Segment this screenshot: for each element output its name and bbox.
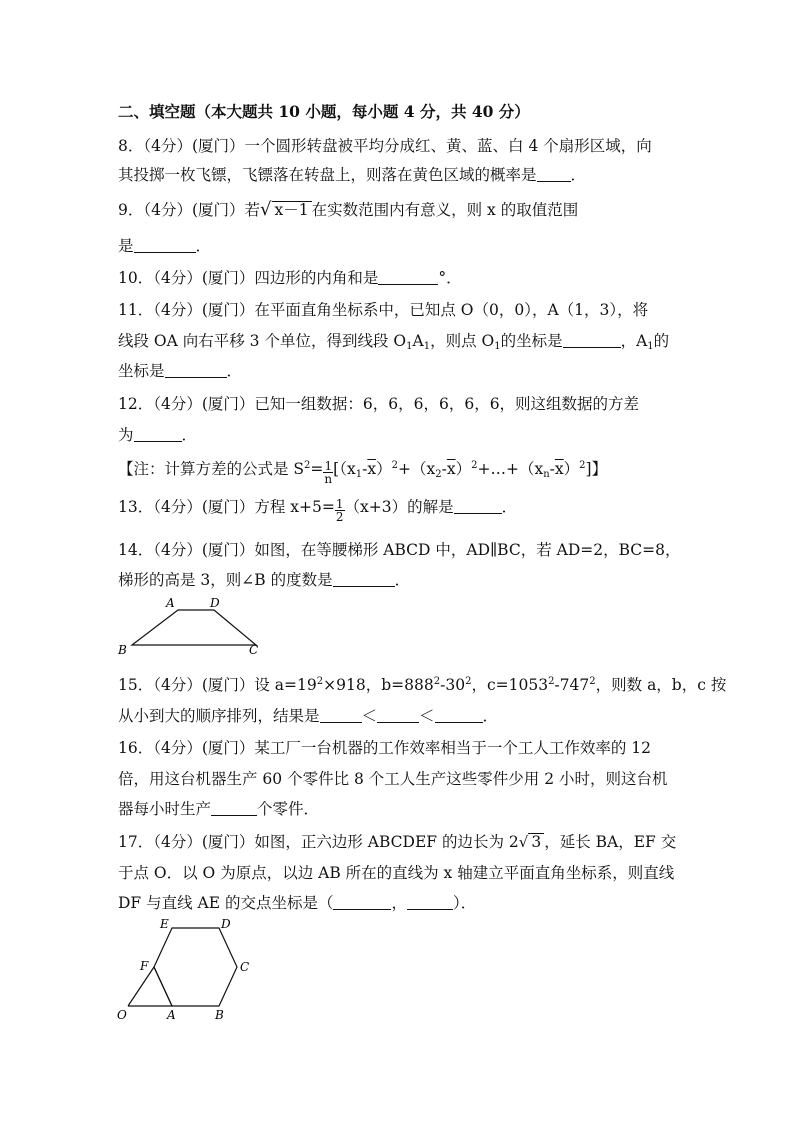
section-title: 二、填空题（本大题共 10 小题，每小题 4 分，共 40 分） <box>118 102 530 121</box>
q9-suffix: 在实数范围内有意义，则 x 的取值范围 <box>311 201 579 219</box>
note-t2: ） <box>376 460 392 478</box>
q11-answer-blank-2 <box>165 363 227 378</box>
fraction-1-2 <box>335 498 345 523</box>
q15-p5: -747 <box>554 676 590 694</box>
sub-1: 1 <box>423 341 431 352</box>
label-d: D <box>210 596 220 610</box>
q17-line1 <box>118 832 676 852</box>
comma: ， <box>391 894 407 912</box>
x-bar: $\overline{x}$ <box>446 460 456 478</box>
q10-text: 10．（4分）(厦门）四边形的内角和是 <box>118 269 379 287</box>
q11-end: ． <box>226 362 243 380</box>
q14-line1: 14．（4分）(厦门）如图，在等腰梯形 ABCD 中，AD∥BC，若 AD=2，BC=8， <box>118 541 681 559</box>
sub-1: 1 <box>647 341 654 352</box>
q12-answer-blank <box>134 427 182 442</box>
note-t1: [（x <box>333 460 356 478</box>
q17-line2: 于点 O．以 O 为原点，以边 AB 所在的直线为 x 轴建立平面直角坐标系，则直线 <box>118 864 675 882</box>
q12-line2-text: 为 <box>118 426 134 444</box>
q15-line2 <box>118 706 498 726</box>
sup-2: 2 <box>304 460 311 471</box>
q9-radicand: x－1 <box>272 201 312 218</box>
q17-answer-blank-2 <box>407 895 453 910</box>
sub-1: 1 <box>355 469 363 480</box>
q15-answer-blank-2 <box>377 708 419 723</box>
sup-2: 2 <box>316 676 324 687</box>
hexagon-figure <box>112 912 262 1024</box>
q17-radicand: 3 <box>528 833 544 850</box>
q9-line2 <box>118 236 211 256</box>
q8-line2 <box>118 165 586 185</box>
q9-prefix: 9．（4分）(厦门）若 <box>118 201 261 219</box>
q17-answer-blank-1 <box>333 895 391 910</box>
trapezoid-abcd <box>132 610 256 645</box>
sup-2: 2 <box>465 676 472 687</box>
x-bar: $\overline{x}$ <box>367 460 377 478</box>
minus: - <box>441 460 447 478</box>
q13-suffix: （x+3）的解是 <box>344 498 454 516</box>
less-than: ＜ <box>361 707 378 725</box>
trapezoid-figure <box>112 590 272 660</box>
label-b: B <box>118 643 127 657</box>
label-c: C <box>240 960 250 974</box>
q8-text: 其投掷一枚飞镖，飞镖落在转盘上，则落在黄色区域的概率是 <box>118 166 537 184</box>
q15-line2-text: 从小到大的顺序排列，结果是 <box>118 707 320 725</box>
label-b: B <box>215 1008 224 1022</box>
sub-1: 1 <box>406 341 413 352</box>
q12-line2 <box>118 425 197 445</box>
q11-answer-blank-1 <box>563 333 621 348</box>
q12-line1: 12．（4分）(厦门）已知一组数据：6，6，6，6，6，6，则这组数据的方差 <box>118 395 640 413</box>
q9-line2-text: 是 <box>118 237 134 255</box>
sqrt-sign: √ <box>518 833 529 851</box>
q11-l2a: 线段 OA 向右平移 3 个单位，得到线段 O <box>118 332 407 350</box>
q16-answer-blank <box>211 801 257 816</box>
q15-p6: ，则数 a，b，c 按 <box>595 676 727 694</box>
q9-end: ． <box>195 237 212 255</box>
label-a: A <box>167 1008 176 1022</box>
q15-answer-blank-3 <box>435 708 483 723</box>
q11-line2 <box>118 331 669 357</box>
q17-prefix: 17．（4分）(厦门）如图，正六边形 ABCDEF 的边长为 2 <box>118 833 519 851</box>
sup-2: 2 <box>589 676 596 687</box>
sqrt-sign: √ <box>260 199 272 220</box>
label-o: O <box>117 1008 127 1022</box>
q16-line2: 倍，用这台机器生产 60 个零件比 8 个工人生产这些零件少用 2 小时，则这台机 <box>118 770 668 788</box>
frac-num: 1 <box>335 497 344 511</box>
less-than: ＜ <box>419 707 435 725</box>
q15-end: ． <box>482 707 499 725</box>
variance-note <box>118 456 607 485</box>
q14-line2-text: 梯形的高是 3，则∠B 的度数是 <box>118 571 333 589</box>
sup-2: 2 <box>579 460 586 471</box>
segment-fa <box>154 967 172 1006</box>
q10-answer-blank <box>378 270 438 285</box>
q11-line1: 11．（4分）(厦门）在平面直角坐标系中，已知点 O（0，0），A（1，3），将 <box>118 301 649 319</box>
q8-line1: 8．（4分）(厦门）一个圆形转盘被平均分成红、黄、蓝、白 4 个扇形区域，向 <box>118 137 652 155</box>
sub-1: 1 <box>494 341 501 352</box>
label-a: A <box>166 596 175 610</box>
label-f: F <box>140 959 149 973</box>
q13-line <box>118 497 517 523</box>
q8-answer-blank <box>537 167 571 182</box>
sup-2: 2 <box>433 676 441 687</box>
note-t2: ） <box>563 460 580 478</box>
label-e: E <box>160 917 169 931</box>
minus: - <box>549 460 555 478</box>
q17-suffix: ，延长 BA，EF 交 <box>544 833 677 851</box>
minus: - <box>362 460 368 478</box>
sup-2: 2 <box>391 460 398 471</box>
q15-p3: -30 <box>440 676 466 694</box>
q12-end: ． <box>181 426 198 444</box>
q11-line3 <box>118 361 242 381</box>
note-t3: +（x <box>397 460 436 478</box>
q11-l2e: ，A <box>620 332 648 350</box>
q13-end: ． <box>501 498 518 516</box>
q10-end: °． <box>438 269 462 287</box>
q9-line1 <box>118 200 578 220</box>
q16-line3 <box>118 799 319 819</box>
q16-line3-text: 器每小时生产 <box>118 800 212 818</box>
q15-line1 <box>118 672 726 695</box>
q15-answer-blank-1 <box>320 708 362 723</box>
fraction-1-n <box>323 460 333 485</box>
q10-line <box>118 268 462 288</box>
q17-line3b: ）． <box>453 894 477 912</box>
q13-prefix: 13．（4分）(厦门）方程 x+5= <box>118 498 335 516</box>
q11-l2b: A <box>412 332 424 350</box>
x-bar: $\overline{x}$ <box>554 460 564 478</box>
sub-n: n <box>543 469 550 480</box>
q15-p4: ，c=1053 <box>471 676 549 694</box>
label-d: D <box>221 917 231 931</box>
q16-line1: 16．（4分）(厦门）某工厂一台机器的工作效率相当于一个工人工作效率的 12 <box>118 739 652 757</box>
q16-line3b: 个零件． <box>257 800 320 818</box>
note-t4: +…+（x <box>477 460 544 478</box>
q14-line2 <box>118 570 410 590</box>
frac-den: 2 <box>335 510 344 524</box>
q11-l2d: 的坐标是 <box>500 332 563 350</box>
q11-line3-text: 坐标是 <box>118 362 165 380</box>
q8-end: ． <box>570 166 587 184</box>
sup-2: 2 <box>548 676 555 687</box>
q17-line3-text: DF 与直线 AE 的交点坐标是（ <box>118 894 334 912</box>
label-c: C <box>249 643 259 657</box>
frac-num: 1 <box>324 459 333 473</box>
q15-p1: 15．（4分）(厦门）设 a=19 <box>118 676 317 694</box>
q11-l2f: 的 <box>653 332 670 350</box>
q15-p2: ×918，b=888 <box>323 676 434 694</box>
sup-2: 2 <box>471 460 478 471</box>
q9-answer-blank <box>134 238 196 253</box>
note-prefix: 【注：计算方差的公式是 S <box>118 460 305 478</box>
frac-den: n <box>324 472 333 486</box>
sub-2: 2 <box>435 469 442 480</box>
note-t2: ） <box>455 460 472 478</box>
q14-end: ． <box>394 571 411 589</box>
note-eq: = <box>310 460 324 478</box>
q13-answer-blank <box>454 499 502 514</box>
q14-answer-blank <box>333 572 395 587</box>
note-t5: ]】 <box>585 460 608 478</box>
q11-l2c: ，则点 O <box>430 332 495 350</box>
q17-line3 <box>118 893 476 913</box>
